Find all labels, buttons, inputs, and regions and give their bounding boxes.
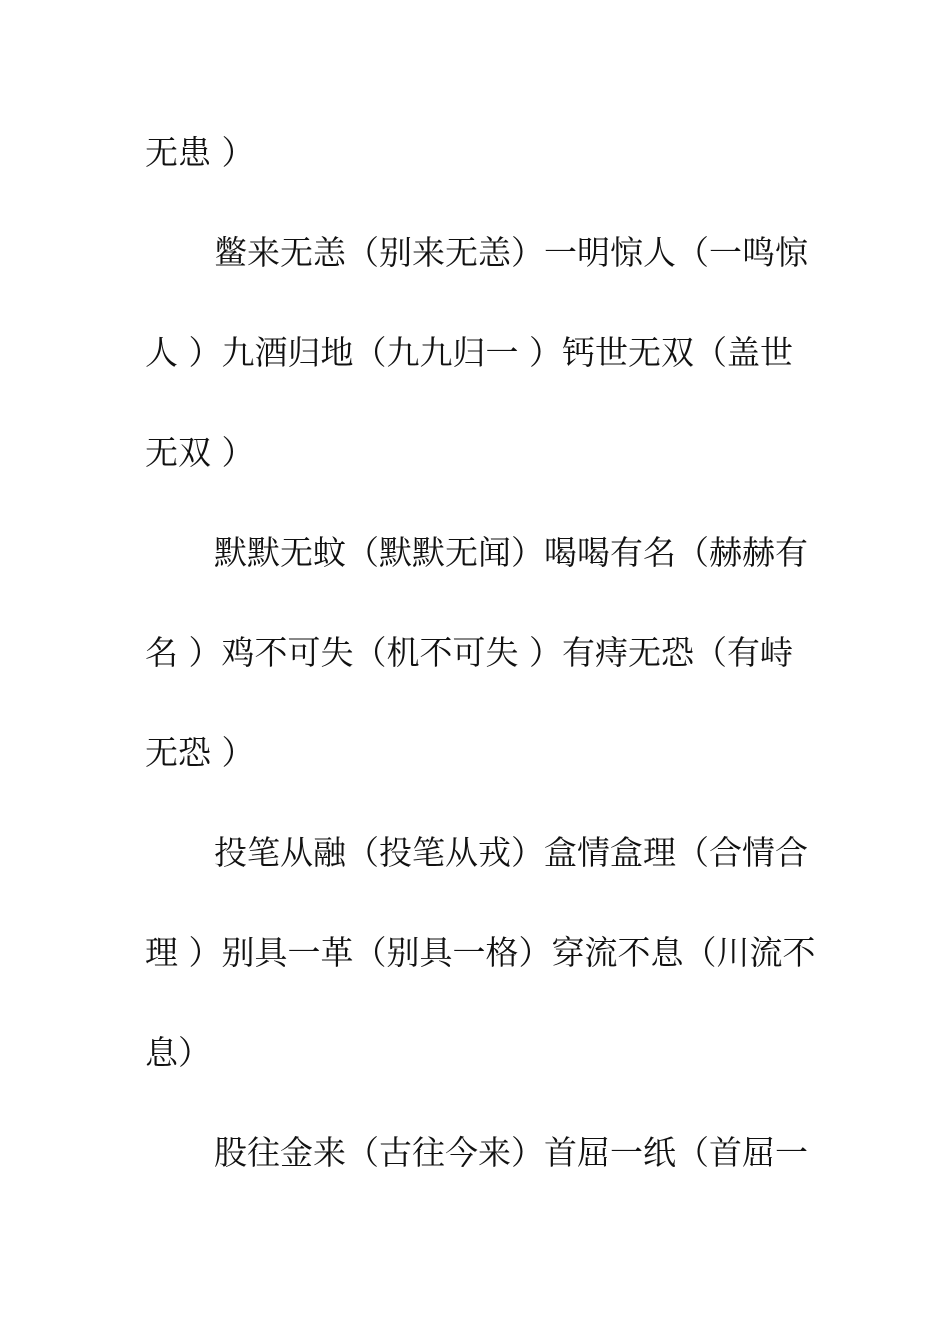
text-line: 名 ）鸡不可失（机不可失 ）有痔无恐（有峙	[145, 633, 793, 672]
paragraph-start-line: 鳖来无恙（别来无恙）一明惊人（一鸣惊	[214, 233, 808, 272]
text-line: 无双 ）	[145, 433, 255, 472]
text-line: 理 ）别具一革（别具一格）穿流不息（川流不	[145, 933, 816, 972]
paragraph-start-line: 投笔从融（投笔从戎）盒情盒理（合情合	[214, 833, 808, 872]
text-line: 无恐 ）	[145, 733, 255, 772]
paragraph-start-line: 股往金来（古往今来）首屈一纸（首屈一	[214, 1133, 808, 1172]
text-line: 人 ）九酒归地（九九归一 ）钙世无双（盖世	[145, 333, 793, 372]
text-line: 无患 ）	[145, 133, 255, 172]
paragraph-start-line: 默默无蚊（默默无闻）喝喝有名（赫赫有	[214, 533, 808, 572]
text-line: 息）	[145, 1033, 211, 1072]
